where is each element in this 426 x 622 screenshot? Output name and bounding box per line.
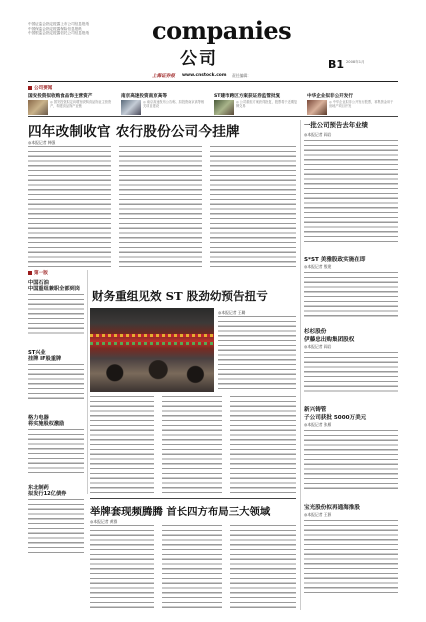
brief-item[interactable] bbox=[28, 485, 84, 555]
brief-title[interactable]: 挂牌 IF股重牌 bbox=[28, 356, 62, 363]
brief-title[interactable]: 宝光股份拟再通海推股 bbox=[304, 505, 360, 511]
brief-item[interactable] bbox=[304, 328, 398, 392]
bottom-story[interactable] bbox=[90, 501, 296, 613]
brief-body bbox=[28, 364, 84, 400]
brief-subtitle[interactable]: 子公司获批 5000万美元 bbox=[304, 415, 367, 421]
brief-byline: ◎本报记者 张雁 bbox=[304, 422, 332, 427]
brief-kicker: ST兴业 bbox=[28, 350, 46, 356]
brief-body bbox=[304, 352, 398, 392]
brief-subtitle[interactable]: 伊藤忠出购集团股权 bbox=[304, 337, 355, 343]
column-divider bbox=[300, 120, 301, 610]
strip-item-title: 南京高速投资南京高等 bbox=[121, 94, 167, 99]
brief-byline: ◎本报记者 阎岩 bbox=[304, 344, 332, 349]
masthead bbox=[0, 0, 426, 92]
crowd-silhouette bbox=[90, 360, 214, 392]
left-section-text: 第一版 bbox=[34, 271, 48, 276]
brand-wordmark: companies bbox=[152, 16, 292, 45]
masthead-rule bbox=[28, 81, 398, 82]
editor-credit: 责任编辑： bbox=[232, 73, 251, 78]
strip-thumbnail bbox=[121, 100, 141, 115]
brief-kicker: 中国石油 bbox=[28, 280, 49, 286]
feature-story[interactable] bbox=[90, 272, 296, 494]
brief-body bbox=[304, 520, 398, 596]
strip-item-body: ◎ 中华企业拟非公开发行股票，募集资金用于房地产项目开发 bbox=[329, 100, 394, 109]
feature-side-body bbox=[218, 316, 296, 392]
strip-item-title: 中华企业拟非公开发行 bbox=[307, 94, 353, 99]
brief-item[interactable] bbox=[304, 504, 398, 596]
strip-item[interactable] bbox=[121, 93, 209, 109]
brief-body bbox=[304, 430, 398, 490]
brief-body bbox=[28, 499, 84, 555]
paper-logo: 上海证券报 bbox=[152, 74, 175, 79]
lead-body bbox=[28, 146, 296, 270]
news-strip bbox=[28, 85, 398, 117]
strip-item-body: ◎ 公司重组方案获得批复，股票将于近期复牌交易 bbox=[236, 100, 298, 109]
feature-headline[interactable]: 财务重组见效 ST 股劲幼预告扭亏 bbox=[92, 289, 268, 303]
feature-byline: ◎本报记者 王璐 bbox=[218, 310, 246, 315]
brief-body bbox=[28, 294, 84, 334]
strip-label bbox=[28, 85, 52, 91]
left-column bbox=[28, 270, 84, 610]
brief-kicker: 东北制药 bbox=[28, 485, 49, 491]
brief-title[interactable]: 中国重组兼职全部到岗 bbox=[28, 286, 80, 293]
brief-item[interactable] bbox=[28, 415, 84, 473]
brief-item[interactable] bbox=[28, 280, 84, 334]
strip-item-body: ◎ 南京高速发布公告称，拟投资南京高等相关项目建设 bbox=[143, 100, 205, 109]
bottom-byline: ◎本报记者 黄群 bbox=[90, 519, 118, 524]
sidebar-story[interactable] bbox=[304, 120, 398, 244]
strip-item-body: ◎ 国安投资拟定向增发收购食品饰业主营资产，构建食品饰产业链 bbox=[50, 100, 112, 109]
column-divider bbox=[87, 270, 88, 494]
ticker-board-row bbox=[90, 342, 214, 345]
bullet-icon bbox=[28, 86, 32, 90]
strip-rule bbox=[28, 116, 398, 117]
strip-thumbnail bbox=[28, 100, 48, 115]
lead-story[interactable] bbox=[28, 120, 296, 270]
brief-body bbox=[304, 272, 398, 320]
strip-item[interactable] bbox=[28, 93, 116, 109]
notice-line: 中国银监会指定披露信托公司信息报纸 bbox=[28, 31, 90, 36]
notice-line: 中国保监会指定披露保险信息报纸 bbox=[28, 26, 82, 31]
site-url[interactable]: www.cnstock.com bbox=[182, 73, 227, 78]
bottom-body bbox=[90, 525, 296, 611]
issue-date: 2008年1月 bbox=[346, 60, 365, 64]
bullet-icon bbox=[28, 271, 32, 275]
brief-item[interactable] bbox=[28, 350, 84, 400]
ticker-board-row bbox=[90, 334, 214, 337]
brief-kicker: 格力电器 bbox=[28, 415, 49, 421]
strip-label-text: 公司要闻 bbox=[34, 86, 53, 91]
page-number: B1 bbox=[328, 58, 345, 71]
brief-title[interactable]: S*ST 美雅股政实施在即 bbox=[304, 257, 366, 263]
sidebar-byline: ◎本报记者 阎岩 bbox=[304, 132, 332, 137]
feature-photo bbox=[90, 308, 214, 392]
sidebar-headline[interactable]: 一批公司预告去年业绩 bbox=[304, 121, 368, 129]
brief-item[interactable] bbox=[304, 406, 398, 490]
notice-line: 中国证监会指定披露上市公司信息报纸 bbox=[28, 22, 90, 26]
bottom-rule bbox=[90, 498, 296, 499]
lead-headline[interactable]: 四年改制收官 农行股份公司今挂牌 bbox=[28, 124, 240, 140]
section-title: 公司 bbox=[180, 49, 218, 69]
lead-byline: ◎本报记者 韩强 bbox=[28, 140, 56, 145]
strip-thumbnail bbox=[307, 100, 327, 115]
bottom-headline[interactable]: 举牌套现频腾腾 首长四方布局三大领域 bbox=[90, 506, 271, 518]
feature-body bbox=[90, 396, 296, 494]
left-section-label bbox=[28, 270, 84, 276]
brief-byline: ◎本报记者 殷建 bbox=[304, 264, 332, 269]
strip-item[interactable] bbox=[307, 93, 398, 109]
strip-thumbnail bbox=[214, 100, 234, 115]
regulatory-notice bbox=[28, 22, 138, 36]
brief-byline: ◎本报记者 王源 bbox=[304, 512, 332, 517]
right-briefs bbox=[304, 256, 398, 610]
strip-item-title: ST建市跨区方案获证券监管批复 bbox=[214, 94, 281, 99]
sidebar-body bbox=[304, 140, 398, 244]
brief-title[interactable]: 将实施股权激励 bbox=[28, 421, 65, 428]
strip-item[interactable] bbox=[214, 93, 302, 109]
brief-title[interactable]: 杉杉股份 bbox=[304, 329, 327, 335]
brief-title[interactable]: 拟发行12亿债券 bbox=[28, 491, 67, 498]
brief-item[interactable] bbox=[304, 256, 398, 320]
strip-item-title: 国安投资拟收购食品饰主营资产 bbox=[28, 94, 93, 99]
brief-body bbox=[28, 429, 84, 473]
brief-title[interactable]: 新兴铸管 bbox=[304, 407, 327, 413]
